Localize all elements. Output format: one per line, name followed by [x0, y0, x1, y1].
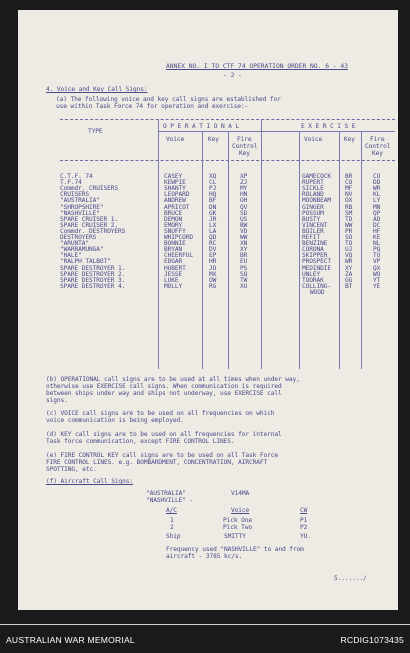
cell-type: "WARRAMUNGA": [60, 246, 104, 254]
cell-ex-voice: REFIT: [302, 234, 321, 241]
cell-op-key: GK: [209, 209, 217, 217]
cell-op-fire: SQ: [240, 270, 248, 278]
footer-bar: [0, 627, 410, 653]
ex-fire-header-3: Key: [372, 150, 383, 157]
para-b-line-4: signs.: [46, 397, 68, 404]
cell-ex-key: NV: [345, 191, 353, 199]
cell-ex-voice: MOONBEAM: [302, 197, 332, 205]
cell-op-key: RC: [209, 240, 217, 248]
cell-op-fire: XY: [240, 246, 248, 254]
ex-fire-header-2: Control: [365, 143, 391, 150]
cell-op-voice: BONNIE: [164, 240, 186, 248]
cell-op-fire: VD: [240, 227, 248, 235]
cell-ex-fire: TU: [373, 252, 381, 260]
cell-ex-fire: LY: [373, 197, 381, 205]
cell-ex-fire: KL: [373, 191, 381, 199]
cell-op-fire: XP: [240, 173, 248, 180]
group-header-operational: O P E R A T I O N A L: [163, 123, 240, 130]
aircraft-row-voice: SMITTY: [224, 533, 246, 540]
aircraft-row-cw: P2: [300, 524, 308, 531]
ex-fire-header-1: Fire: [370, 136, 385, 143]
cell-ex-key: UJ: [345, 246, 353, 254]
cell-op-voice: LEOPARD: [164, 191, 190, 199]
cell-op-voice: SHANTY: [164, 185, 186, 193]
cell-type: DESTROYERS: [60, 234, 97, 241]
cell-type: SPARE CRUISER 2.: [60, 221, 119, 229]
cell-ex-key: VQ: [345, 252, 353, 260]
cell-ex-fire: WR: [373, 185, 381, 193]
cell-op-key: BF: [209, 197, 217, 205]
cell-op-fire: PS: [240, 264, 248, 272]
cell-type: Commdr. CRUISERS: [60, 185, 119, 193]
aircraft-cw-header: CW: [300, 507, 308, 514]
footer-divider: [0, 624, 410, 625]
cell-ex-key: CO: [345, 179, 353, 187]
annex-title: ANNEX NO. I TO CTF 74 OPERATION ORDER NO. 6 - 43: [166, 63, 348, 70]
australia-label: "AUSTRALIA": [146, 490, 186, 497]
col-header-type: TYPE: [88, 128, 103, 135]
cell-ex-fire: QP: [373, 209, 381, 217]
page-number: - 2 -: [223, 72, 242, 79]
cell-ex-fire: MN: [373, 203, 381, 211]
para-e-line-3: SPOTTING, etc.: [46, 466, 97, 473]
cell-op-key: PJ: [209, 185, 217, 193]
cell-ex-key: TD: [345, 215, 353, 223]
cell-op-key: LA: [209, 227, 217, 235]
cell-ex-fire: DD: [373, 179, 381, 187]
cell-type: "ARUNTA": [60, 240, 90, 248]
cell-op-voice: APRICOT: [164, 203, 190, 211]
cell-op-key: XQ: [209, 173, 217, 180]
cell-type: "NASHVILLE": [60, 209, 100, 217]
cell-ex-key: WW: [345, 221, 353, 229]
australia-call-sign: V14MA: [231, 490, 250, 497]
aircraft-voice-header: Voice: [231, 507, 250, 514]
cell-op-voice: ANDREW: [164, 197, 186, 205]
cell-ex-voice: MEDINDIE: [302, 264, 332, 272]
cell-op-voice: KEWPIE: [164, 179, 186, 187]
table-top-rule: [60, 119, 395, 120]
cell-op-key: DN: [209, 203, 217, 211]
aircraft-row-cw: P1: [300, 517, 308, 524]
cell-op-fire: OH: [240, 197, 248, 205]
cell-type: SPARE DESTROYER 3.: [60, 276, 126, 284]
cell-op-key: RG: [209, 282, 217, 290]
cell-ex-key: RB: [345, 203, 353, 211]
section-heading: 4. Voice and Key Call Signs:: [46, 86, 148, 93]
cell-ex-key: GG: [345, 276, 353, 284]
col-divider: [361, 132, 362, 369]
cell-op-voice: BRYAN: [164, 246, 183, 254]
cell-ex-key: SM: [345, 209, 353, 217]
col-divider: [339, 132, 340, 369]
cell-op-voice: EDGAR: [164, 258, 183, 266]
cell-op-key: OW: [209, 276, 217, 284]
cell-op-fire: BW: [240, 221, 248, 229]
cell-ex-voice: TOORAK: [302, 276, 324, 284]
cell-type: Commdr. DESTROYERS: [60, 227, 126, 235]
op-fire-header-1: Fire: [237, 136, 252, 143]
cell-op-key: DV: [209, 246, 217, 254]
cell-ex-key: TO: [345, 240, 353, 248]
group-header-exercise: E X E R C I S E: [301, 123, 356, 130]
cell-op-key: EP: [209, 252, 217, 260]
para-c-line-2: voice communication is being employed.: [46, 417, 184, 424]
cell-ex-voice: RUPERT: [302, 179, 324, 187]
cell-type: C.T.F. 74: [60, 173, 93, 180]
cell-ex-key: PR: [345, 227, 353, 235]
aircraft-row-ac: Ship: [166, 533, 181, 540]
op-key-header: Key: [208, 136, 219, 143]
cell-ex-fire: HF: [373, 227, 381, 235]
cell-ex-voice: BUSTY: [302, 215, 321, 223]
cell-ex-key: BT: [345, 282, 353, 290]
group-header-rule: [158, 131, 395, 132]
cell-op-fire: TW: [240, 276, 248, 284]
intro-line-2: use within Task Force 74 for operation and exercise:-: [56, 103, 249, 110]
cell-type: "SHROPSHIRE": [60, 203, 104, 211]
cell-ex-voice: WOOD: [310, 288, 325, 296]
cell-type: "RALPH TALBOT": [60, 258, 111, 266]
cell-op-fire: XU: [240, 282, 248, 290]
cell-op-voice: SNUFFY: [164, 227, 186, 235]
cell-ex-voice: COLLING-: [302, 282, 332, 290]
para-f-heading: (f) Aircraft Call Signs:: [46, 478, 134, 485]
intro-line-1: (a) The following voice and key call signs are established for: [56, 96, 281, 103]
cell-ex-key: SO: [345, 234, 353, 241]
cell-op-fire: US: [240, 215, 248, 223]
cell-ex-voice: SKIPPER: [302, 252, 328, 260]
aircraft-row-ac: 2: [170, 524, 174, 531]
cell-op-voice: EMORY: [164, 221, 183, 229]
cell-op-fire: HN: [240, 191, 248, 199]
cell-type: SPARE DESTROYER 4.: [60, 282, 126, 290]
cell-op-fire: SD: [240, 209, 248, 217]
cell-ex-fire: VP: [373, 258, 381, 266]
cell-op-fire: EU: [240, 258, 248, 266]
cell-ex-voice: VINCENT: [302, 221, 328, 229]
cell-op-voice: HUBERT: [164, 264, 186, 272]
col-divider: [202, 132, 203, 369]
cell-ex-voice: GAMECOCK: [302, 173, 332, 180]
aircraft-row-cw: YU.: [300, 533, 311, 540]
aircraft-col-header: A/C: [166, 507, 177, 514]
para-d-line-2: Task force communication, except FIRE CONTROL LINES.: [46, 438, 235, 445]
para-e-line-1: (e) FIRE CONTROL KEY call signs are to be used on all Task Force: [46, 452, 279, 459]
cell-op-voice: WHIPCORD: [164, 234, 194, 241]
cell-type: SPARE DESTROYER 2.: [60, 270, 126, 278]
cell-ex-key: WR: [345, 258, 353, 266]
para-b-line-1: (b) OPERATIONAL call signs are to be used at all times when under way,: [46, 376, 300, 383]
ex-key-header: Key: [344, 136, 355, 143]
cell-type: "AUSTRALIA": [60, 197, 100, 205]
cell-op-key: HQ: [209, 191, 217, 199]
continuation-mark: 5......./: [334, 575, 367, 582]
col-divider: [299, 132, 300, 369]
cell-op-voice: MOLLY: [164, 282, 183, 290]
cell-ex-voice: BENZINE: [302, 240, 328, 248]
aircraft-row-voice: Pick Two: [223, 524, 253, 531]
cell-op-fire: QV: [240, 203, 248, 211]
cell-type: "HALE": [60, 252, 82, 260]
cell-type: SPARE DESTROYER 1.: [60, 264, 126, 272]
cell-ex-key: MF: [345, 185, 353, 193]
cell-op-key: MX: [209, 270, 217, 278]
para-d-line-1: (d) KEY call signs are to be used on all frequencies for internal: [46, 431, 282, 438]
cell-op-key: HR: [209, 258, 217, 266]
cell-ex-fire: NL: [373, 240, 381, 248]
aircraft-row-voice: Pick One: [223, 517, 253, 524]
col-divider: [228, 132, 229, 369]
cell-type: CRUISERS: [60, 191, 90, 199]
cell-ex-key: XY: [345, 264, 353, 272]
cell-ex-fire: PQ: [373, 246, 381, 254]
cell-ex-fire: KE: [373, 234, 381, 241]
cell-ex-key: BR: [345, 173, 353, 180]
footer-source: AUSTRALIAN WAR MEMORIAL: [6, 635, 135, 645]
cell-op-voice: DEMON: [164, 215, 183, 223]
cell-ex-fire: CO: [373, 173, 381, 180]
frequency-line-2: aircraft - 3785 kc/s.: [166, 553, 243, 560]
op-voice-header: Voice: [166, 136, 185, 143]
op-fire-header-3: Key: [239, 150, 250, 157]
cell-op-key: QD: [209, 234, 217, 241]
cell-op-key: LX: [209, 221, 217, 229]
ex-voice-header: Voice: [304, 136, 323, 143]
cell-op-fire: WW: [240, 234, 248, 241]
cell-op-fire: ZJ: [240, 179, 248, 187]
col-divider: [261, 119, 262, 369]
cell-ex-voice: BOILER: [302, 227, 324, 235]
nashville-label: "NASHVILLE" -: [146, 497, 194, 504]
cell-op-voice: CHEERFUL: [164, 252, 194, 260]
para-c-line-1: (c) VOICE call signs are to be used on all frequencies on which: [46, 410, 275, 417]
cell-ex-fire: QX: [373, 264, 381, 272]
col-divider: [158, 119, 159, 369]
para-e-line-2: FIRE CONTROL LINES. e.g. BOMBARDMENT, CONCENTRATION, AIRCRAFT: [46, 459, 268, 466]
aircraft-row-ac: 1: [170, 517, 174, 524]
cell-ex-voice: CORONA: [302, 246, 324, 254]
cell-ex-key: OX: [345, 197, 353, 205]
cell-op-key: JO: [209, 264, 217, 272]
para-b-line-2: otherwise use EXERCISE call signs. When communication is required: [46, 383, 282, 390]
cell-op-fire: XN: [240, 240, 248, 248]
cell-ex-fire: WO: [373, 270, 381, 278]
cell-ex-voice: UNLEY: [302, 270, 321, 278]
cell-op-voice: CASEY: [164, 173, 183, 180]
cell-op-voice: BRUCE: [164, 209, 183, 217]
cell-op-fire: MY: [240, 185, 248, 193]
cell-op-key: CL: [209, 179, 217, 187]
cell-op-fire: BR: [240, 252, 248, 260]
cell-ex-fire: YE: [373, 282, 381, 290]
cell-op-voice: JESSE: [164, 270, 183, 278]
cell-type: SPARE CRUISER 1.: [60, 215, 119, 223]
cell-ex-voice: POSSUM: [302, 209, 324, 217]
frequency-line-1: Frequency used "NASHVILLE" to and from: [166, 546, 304, 553]
cell-ex-voice: ROLAND: [302, 191, 324, 199]
cell-op-voice: LUKE: [164, 276, 179, 284]
op-fire-header-2: Control: [232, 143, 258, 150]
cell-ex-fire: YT: [373, 276, 381, 284]
cell-ex-voice: PROSPECT: [302, 258, 332, 266]
footer-record-id: RCDIG1073435: [340, 635, 404, 645]
para-b-line-3: between ships under way and ships not underway, use EXERCISE call: [46, 390, 282, 397]
cell-type: T.F.74: [60, 179, 82, 187]
cell-ex-voice: SICKLE: [302, 185, 324, 193]
document-page: [18, 10, 398, 610]
cell-ex-key: ZA: [345, 270, 353, 278]
cell-ex-fire: AD: [373, 215, 381, 223]
cell-op-key: JR: [209, 215, 217, 223]
cell-ex-fire: DC: [373, 221, 381, 229]
cell-ex-voice: GINGER: [302, 203, 324, 211]
